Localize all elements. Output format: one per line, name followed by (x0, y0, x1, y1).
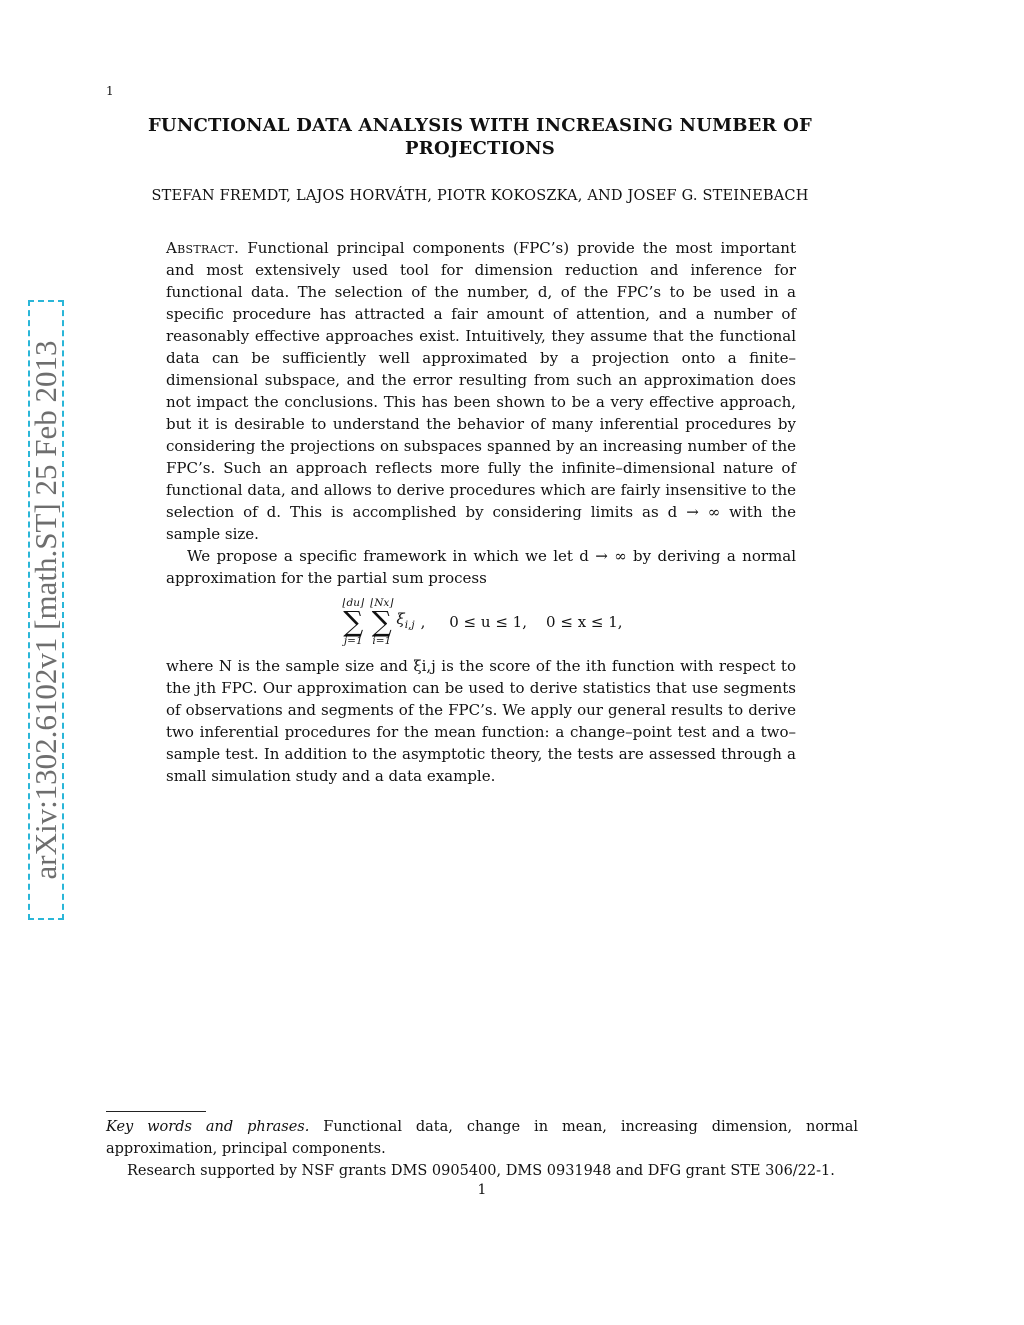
outer-sum-upper-limit: ⌊du⌋ (342, 596, 365, 609)
funding-footnote: Research supported by NSF grants DMS 0905400, DMS 0931948 and DFG grant STE 306/22-1. (127, 1163, 835, 1179)
outer-sum-lower-limit: j=1 (343, 635, 363, 647)
abstract-paragraph-3: where N is the sample size and ξi,j is the score of the ith function with respect to the jth FPC. Our approximation can be used to derive statistics that use segments of observations and segments of the FPC’s. We apply our general results to derive two inferential procedures for the mean function: a change–point test and a two–sample test. In addition to the asymptotic theory, the tests are assessed through a small simulation study and a data example. (166, 657, 796, 785)
keywords-footnote (106, 1116, 858, 1160)
outer-sum (342, 598, 364, 647)
inner-sigma-symbol: ∑ (371, 605, 392, 638)
inner-sum-lower-limit: i=1 (372, 635, 392, 647)
keywords-text: Functional data, change in mean, increasing dimension, normal approximation, principal components. (106, 1119, 859, 1157)
outer-sigma-symbol: ∑ (343, 605, 364, 638)
header-page-number: 1 (106, 84, 114, 98)
abstract-paragraph-1 (166, 237, 796, 545)
footnote-divider (106, 1111, 206, 1112)
formula-summand: $\xi_{i,j}$ (396, 610, 415, 631)
author-list: STEFAN FREMDT, LAJOS HORVÁTH, PIOTR KOKOSZKA, AND JOSEF G. STEINEBACH (151, 188, 809, 204)
title-line-2: PROJECTIONS (405, 138, 555, 159)
arxiv-identifier-stamp[interactable]: arXiv:1302.6102v1 [math.ST] 25 Feb 2013 (28, 300, 64, 920)
paper-title (90, 114, 870, 160)
abstract-paragraph-2: We propose a specific framework in which we let d → ∞ by deriving a normal approximation for the partial sum process (166, 547, 796, 587)
inner-sum-upper-limit: ⌊Nx⌋ (370, 596, 394, 609)
footnotes (106, 1116, 858, 1182)
abstract (166, 237, 796, 787)
abstract-label: Abstract. (166, 239, 240, 257)
title-line-1: FUNCTIONAL DATA ANALYSIS WITH INCREASING NUMBER OF (147, 115, 813, 136)
formula-conditions: , 0 ≤ u ≤ 1, 0 ≤ x ≤ 1, (420, 613, 623, 631)
keywords-label: Key words and phrases. (106, 1119, 310, 1135)
abstract-paragraph-1-text: Functional principal components (FPC’s) provide the most important and most extensively used tool for dimension reduction and inference for functional data. The selection of the number, d, of the FPC’s to be used in a specific procedure has attracted a fair amount of attention, and a number of reasonably effective approaches exist. Intuitively, they assume that the functional data can be sufficiently well approximated by a projection onto a finite–dimensional subspace, and the error resulting from such an approximation does not impact the conclusions. This has been shown to be a very effective approach, but it is desirable to understand the behavior of many inferential procedures by considering the projections on subspaces spanned by an increasing number of the FPC’s. Such an approach reflects more fully the infinite–dimensional nature of functional data, and allows to derive procedures which are fairly insensitive to the selection of d. This is accomplished by considering limits as d → ∞ with the sample size. (166, 239, 796, 543)
footer-page-number: 1 (477, 1182, 487, 1198)
partial-sum-formula (166, 589, 796, 655)
inner-sum (370, 598, 393, 647)
